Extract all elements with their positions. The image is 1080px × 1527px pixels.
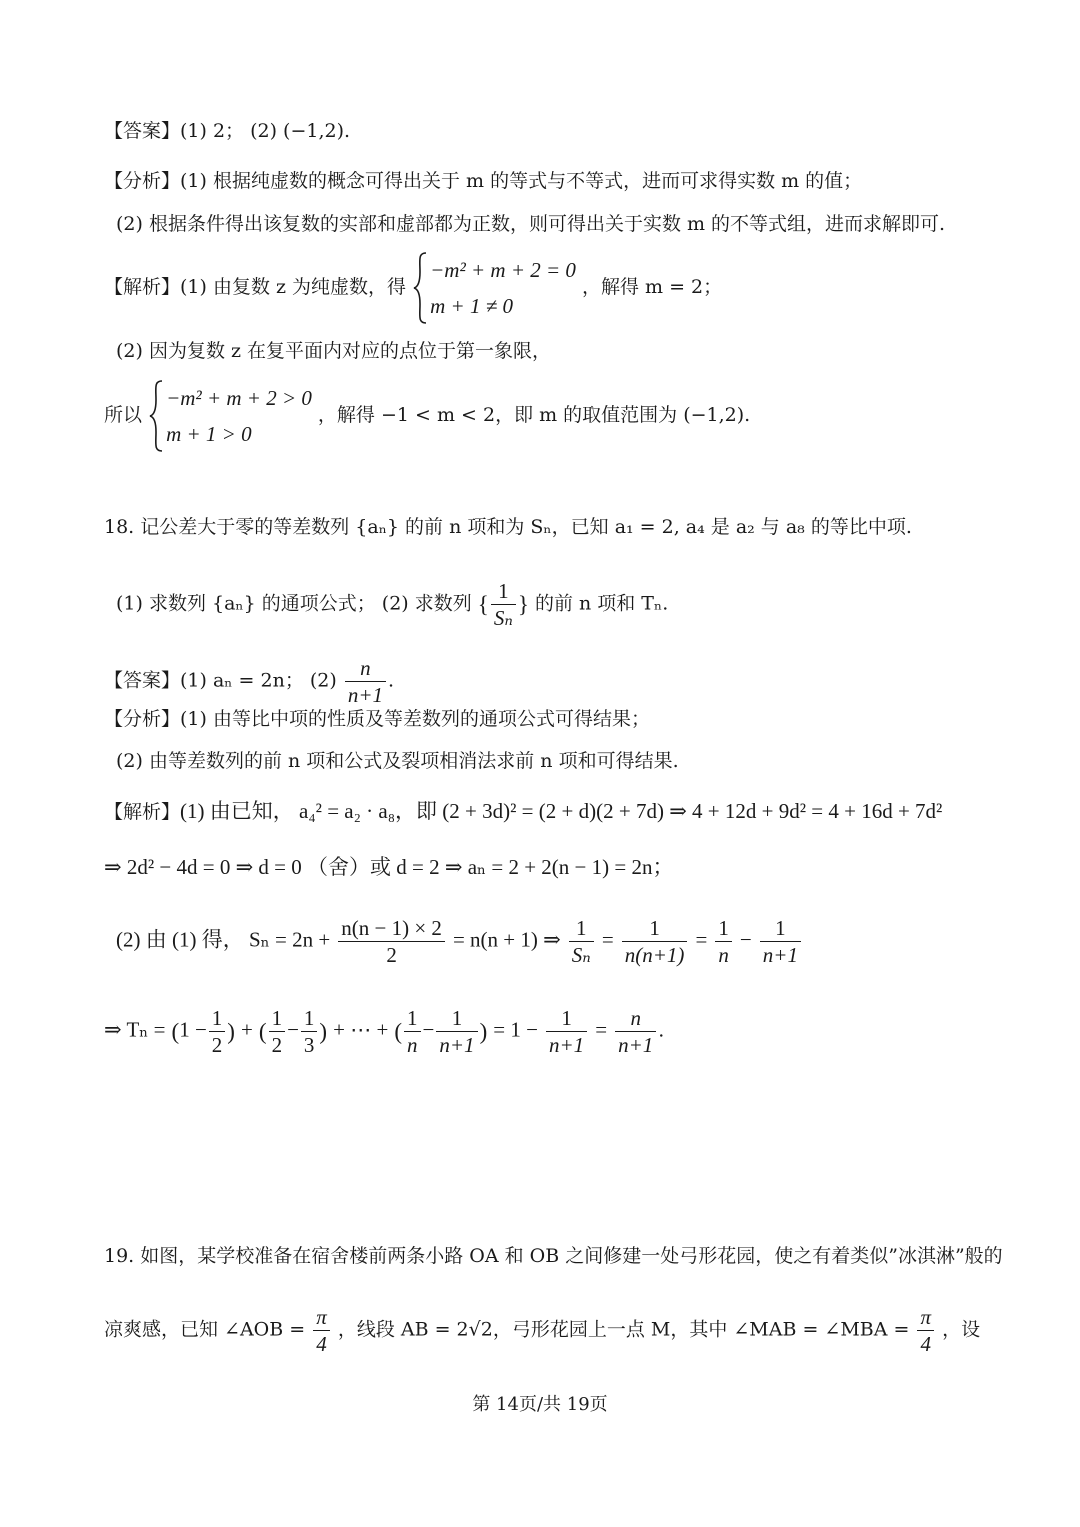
q17-system-1-row-2: m + 1 ≠ 0 [430,294,513,318]
frac-denominator: n(n+1) [622,941,688,968]
q18-solution-1b [104,852,673,883]
q18-analysis-2 [116,746,679,776]
frac-denominator: Sₙ [491,604,516,631]
q17-sol2-line: (2) 因为复数 z 在复平面内对应的点位于第一象限， [116,340,552,362]
page-footer: 第 14页/共 19页 [472,1394,608,1415]
period: . [658,1019,665,1042]
q17-analysis-1 [104,166,862,196]
frac-denominator: Sₙ [569,941,594,968]
frac-denominator: n [404,1031,421,1058]
frac-numerator: n [360,656,371,680]
q17-system-2-row-1: −m² + m + 2 > 0 [166,386,312,410]
q18-analysis-1-text: (1) 由等比中项的性质及等差数列的通项公式可得结果； [180,708,650,730]
frac-denominator: n+1 [760,941,801,968]
answer-tag: 【答案】 [104,669,181,692]
q17-sol1-post: ，解得 m = 2； [581,276,723,298]
equals-sign: = [595,1017,608,1042]
q18-sub-post: 的前 n 项和 Tₙ. [534,592,669,615]
minus-sign: − [287,1017,299,1042]
q18-tn-dots: + ⋯ + [333,1017,389,1042]
frac-denominator: n+1 [546,1031,587,1058]
q17-analysis-1-text: (1) 根据纯虚数的概念可得出关于 m 的等式与不等式，进而可求得实数 m 的值； [180,170,863,192]
q18-sol2-frac-5 [760,915,801,968]
analysis-tag: 【分析】 [104,708,181,730]
frac-denominator: n+1 [436,1031,477,1058]
frac-denominator: 2 [338,941,445,968]
q18-answer-pre: (1) aₙ = 2n； (2) [180,669,343,692]
q19-line-1 [104,1241,1003,1271]
q17-system-2-row-2: m + 1 > 0 [166,422,252,446]
q18-sub-pre: (1) 求数列 {aₙ} 的通项公式； (2) 求数列 [116,592,472,615]
answer-tag: 【答案】 [104,120,181,142]
solution-tag: 【解析】 [104,276,181,298]
frac-numerator: n(n − 1) × 2 [341,916,442,940]
q18-tn-t1-frac [209,1005,226,1058]
frac-numerator: 1 [561,1006,572,1030]
frac-numerator: 1 [303,1006,315,1030]
q18-sub-frac [491,578,516,631]
q18-tn-t3a-frac [404,1005,421,1058]
left-brace-icon [148,380,164,452]
frac-numerator: 1 [451,1006,463,1030]
frac-numerator: π [316,1305,327,1329]
q18-tn-t1-a: 1 − [179,1017,207,1042]
equals-sign: = [695,927,708,952]
q18-tn-frac [546,1005,587,1058]
q17-answer-text: (1) 2； (2) (−1,2). [180,120,351,142]
q17-solution-2-intro [116,336,551,366]
q18-tn-t2a-frac [269,1005,286,1058]
frac-denominator: 2 [209,1031,226,1058]
q18-answer [104,655,394,708]
q18-sol2-pre: (2) 由 (1) 得， Sₙ = 2n + [116,927,331,952]
q19-line-2 [104,1304,980,1357]
equals-sign: = [601,927,614,952]
q18-tn-t2b-frac [301,1005,318,1058]
q18-sol1-text: (1) 由已知， a₄² = a₂ · a₈，即 (2 + 3d)² = (2 + d)(2 + 7d) ⇒ 4 + 12d + 9d² = 4 + 16d + 7d² [180,799,943,823]
q19-line-2-post: ，设 [942,1318,981,1341]
q17-analysis-2 [116,209,945,239]
frac-numerator: 1 [498,579,509,603]
q18-sol2-frac-1 [338,915,445,968]
frac-numerator: 1 [407,1006,418,1030]
frac-numerator: 1 [718,916,729,940]
q18-answer-frac [345,655,386,708]
q17-answer [104,116,350,146]
frac-numerator: n [630,1006,641,1030]
q19-angle-frac-1 [313,1304,330,1357]
q17-system-1 [412,252,576,324]
q18-tn-t3b-frac [436,1005,477,1058]
left-curly-bracket: { [477,591,489,617]
left-paren: ( [258,1018,267,1044]
frac-numerator: 1 [649,916,660,940]
q18-analysis-1 [104,704,650,734]
q19-line-2-pre: 凉爽感，已知 ∠AOB = [104,1318,306,1341]
period: . [388,669,395,692]
q18-stem [104,512,912,542]
q18-solution-2 [116,915,803,968]
left-paren: ( [171,1018,180,1044]
q18-analysis-2-text: (2) 由等差数列的前 n 项和公式及裂项相消法求前 n 项和可得结果. [116,750,679,772]
minus-sign: − [422,1017,435,1042]
q18-tn-line [104,1005,664,1058]
q17-sol1-pre: (1) 由复数 z 为纯虚数，得 [180,276,407,298]
q17-solution-2 [104,380,750,452]
frac-numerator: 1 [271,1006,283,1030]
analysis-tag: 【分析】 [104,170,181,192]
q17-sol2-post: ，解得 −1 < m < 2，即 m 的取值范围为 (−1,2). [317,404,751,426]
right-paren: ) [319,1018,328,1044]
frac-denominator: n [715,941,732,968]
q18-sol2-frac-4 [715,915,732,968]
right-paren: ) [479,1018,488,1044]
q18-sol2-frac-2 [569,915,594,968]
q19-line-2-mid: ，线段 AB = 2√2，弓形花园上一点 M，其中 ∠MAB = ∠MBA = [337,1318,910,1341]
frac-numerator: 1 [576,916,587,940]
right-curly-bracket: } [517,591,529,617]
q17-analysis-2-text: (2) 根据条件得出该复数的实部和虚部都为正数，则可得出关于实数 m 的不等式组，进而求解即可. [116,213,946,235]
solution-tag: 【解析】 [104,801,181,823]
frac-denominator: 4 [313,1330,330,1357]
q18-tn-eq: = 1 − [493,1017,538,1042]
frac-numerator: 1 [775,916,786,940]
q18-sol2-frac-3 [622,915,688,968]
q18-tn-pre: ⇒ Tₙ = [104,1017,166,1042]
frac-denominator: 4 [917,1330,934,1357]
q19-line-1-text: 19. 如图，某学校准备在宿舍楼前两条小路 OA 和 OB 之间修建一处弓形花园，使之有着类似”冰淇淋”般的 [104,1245,1003,1267]
frac-numerator: 1 [211,1006,223,1030]
frac-denominator: n+1 [615,1031,656,1058]
left-paren: ( [394,1018,403,1044]
frac-denominator: 2 [269,1031,286,1058]
q18-subquestions [116,578,668,631]
q17-system-1-row-1: −m² + m + 2 = 0 [430,258,576,282]
plus-sign: + [241,1017,253,1042]
frac-numerator: π [920,1305,932,1329]
q18-solution-1 [104,796,942,827]
left-brace-icon [412,252,428,324]
q19-angle-frac-2 [917,1304,934,1357]
q17-sol2-pre: 所以 [104,404,143,426]
q18-stem-text: 18. 记公差大于零的等差数列 {aₙ} 的前 n 项和为 Sₙ，已知 a₁ = 2, a₄ 是 a₂ 与 a₈ 的等比中项. [104,516,912,538]
minus-sign: − [739,927,752,952]
frac-denominator: 3 [301,1031,318,1058]
q18-sol2-mid: = n(n + 1) ⇒ [452,927,561,952]
right-paren: ) [227,1018,235,1044]
q17-solution-1 [104,252,722,324]
frac-denominator: n+1 [345,681,386,708]
q17-system-2 [148,380,312,452]
q18-sol1b-text: ⇒ 2d² − 4d = 0 ⇒ d = 0 （舍）或 d = 2 ⇒ aₙ = 2 + 2(n − 1) = 2n； [104,855,674,879]
q18-tn-frac-2 [615,1005,656,1058]
